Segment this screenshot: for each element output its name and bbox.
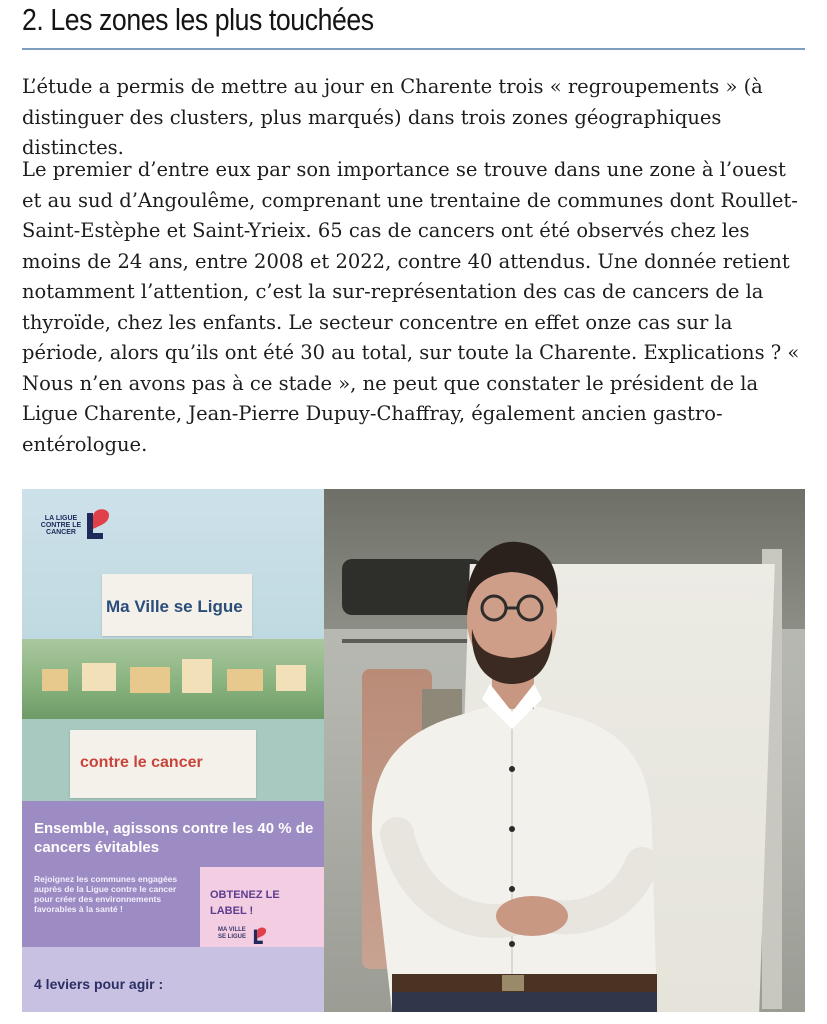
section-heading: 2. Les zones les plus touchées — [22, 2, 374, 37]
banner-slogan: Ensemble, agissons contre les 40 % de cancers évitables — [34, 820, 314, 856]
speaker-figure — [352, 534, 672, 1012]
banner-footer: 4 leviers pour agir : — [34, 976, 164, 992]
paragraph-1: L’étude a permis de mettre au jour en Charente trois « regroupements » (à distinguer des clusters, plus marqués) dans trois zones géographiques distinctes. — [22, 75, 763, 159]
ligue-logo-icon — [87, 503, 109, 539]
banner-logo-text: LA LIGUE CONTRE LE CANCER — [40, 515, 82, 536]
banner-small-logo: MA VILLE SE LIGUE — [218, 927, 247, 940]
heading-divider — [22, 48, 805, 50]
small-logo-icon — [253, 924, 267, 944]
banner-subline: contre le cancer — [80, 754, 203, 771]
paragraph-2: Le premier d’entre eux par son importance se trouve dans une zone à l’ouest et au sud d’Angoulême, comprenant une trentaine de communes dont Roullet-Saint-Estèphe et Saint-Yrieix. 65 cas de cancers ont été observés chez les moins de 24 ans, entre 2008 et 2022, contre 40 attendus. Une donnée retient notamment l’attention, c’est la sur-représentation des cas de cancers de la thyroïde, chez les enfants. Le secteur concentre en effet onze cas sur la période, alors qu’ils ont été 30 au total, sur toute la Charente. Explications ? « Nous n’en avons pas à ce stade », ne peut que constater le président de la Ligue Charente, Jean-Pierre Dupuy-Chaffray, également ancien gastro-entérologue. — [22, 158, 800, 456]
banner-headline: Ma Ville se Ligue — [106, 597, 243, 616]
banner-small-text: Rejoignez les communes engagées auprès de la Ligue contre le cancer pour créer des environnements favorables à la santé ! — [34, 874, 178, 914]
rollup-banner — [22, 489, 324, 1012]
banner-town-illustration — [22, 639, 324, 719]
article-photo — [22, 489, 805, 1012]
banner-cta: OBTENEZ LE LABEL ! — [210, 889, 280, 917]
